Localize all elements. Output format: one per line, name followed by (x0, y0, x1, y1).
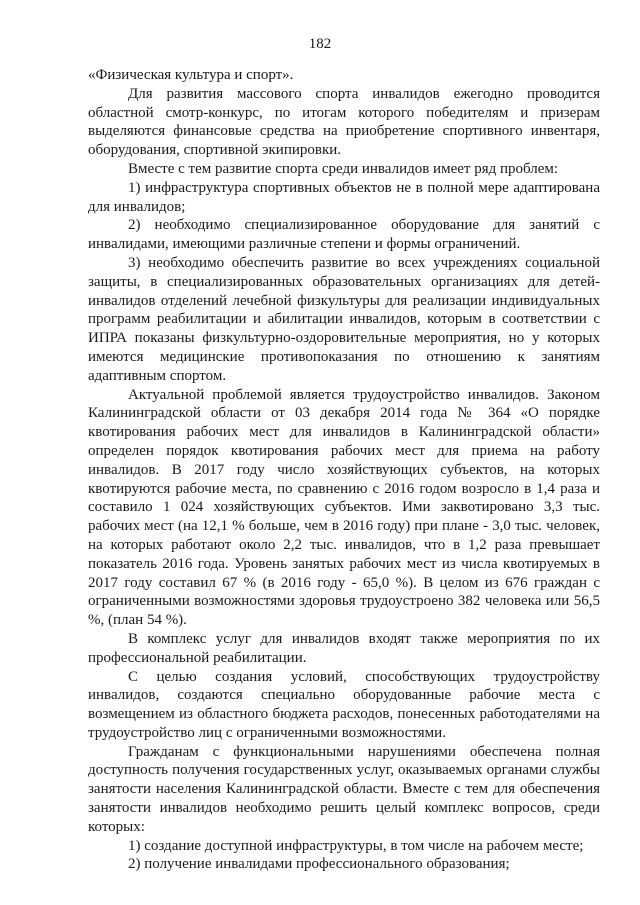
page-number: 182 (308, 36, 332, 52)
paragraph: Вместе с тем развитие спорта среди инвалидов имеет ряд проблем: (128, 160, 559, 177)
paragraph: Актуальной проблемой является трудоустройство инвалидов. Законом Калининградской области от 03 декабря 2014 года № 364 «О порядке квотирования рабочих мест для инвалидов в Калининградской области» определен порядок квотирования рабочих мест для приема на работу инвалидов. В 2017 году число хозяйствующих субъектов, на которых квотируются рабочие места, по сравнению с 2016 годом возросло в 1,4 раза и составило 1 024 хозяйствующих субъектов. Ими заквотировано 3,3 тыс. рабочих мест (на 12,1 % больше, чем в 2016 году) при плане - 3,0 тыс. человек, на которых работают около 2,2 тыс. инвалидов, что в 1,2 раза превышает показатель 2016 года. Уровень занятых рабочих мест из числа квотируемых в 2017 году составил 67 % (в 2016 году - 65,0 %). В целом из 676 граждан с ограниченными возможностями здоровья трудоустроено 382 человека или 56,5 %, (план 54 %). (88, 386, 600, 629)
paragraph: В комплекс услуг для инвалидов входят также мероприятия по их профессиональной реабилитации. (88, 630, 600, 666)
list-item: 1) создание доступной инфраструктуры, в том числе на рабочем месте; (128, 837, 584, 854)
list-item: 3) необходимо обеспечить развитие во всех учреждениях социальной защиты, в специализированных образовательных организациях для детей-инвалидов отделений лечебной физкультуры для реализации индивидуальных программ реабилитации и абилитации инвалидов, которым в соответствии с ИПРА показаны физкультурно-оздоровительные мероприятия, но у которых имеются медицинские противопоказания по отношению к занятиям адаптивным спортом. (88, 254, 600, 384)
list-item: 2) необходимо специализированное оборудование для занятий с инвалидами, имеющими различные степени и формы ограничений. (88, 217, 600, 253)
paragraph: С целью создания условий, способствующих трудоустройству инвалидов, создаются специально оборудованные рабочие места с возмещением из областного бюджета расходов, понесенных работодателями на трудоустройство лиц с ограниченными возможностями. (88, 668, 600, 741)
paragraph: Гражданам с функциональными нарушениями обеспечена полная доступность получения государственных услуг, оказываемых органами службы занятости населения Калининградской области. Вместе с тем для обеспечения занятости инвалидов необходимо решить целый комплекс вопросов, среди которых: (88, 743, 600, 835)
paragraph: Для развития массового спорта инвалидов ежегодно проводится областной смотр-конкурс, по итогам которого победителям и призерам выделяются финансовые средства на приобретение спортивного инвентаря, оборудования, спортивной экипировки. (88, 85, 600, 159)
paragraph: «Физическая культура и спорт». (88, 67, 294, 83)
document-body (88, 66, 600, 874)
list-item: 1) инфраструктура спортивных объектов не в полной мере адаптирована для инвалидов; (88, 179, 600, 215)
list-item: 2) получение инвалидами профессионального образования; (128, 856, 510, 873)
